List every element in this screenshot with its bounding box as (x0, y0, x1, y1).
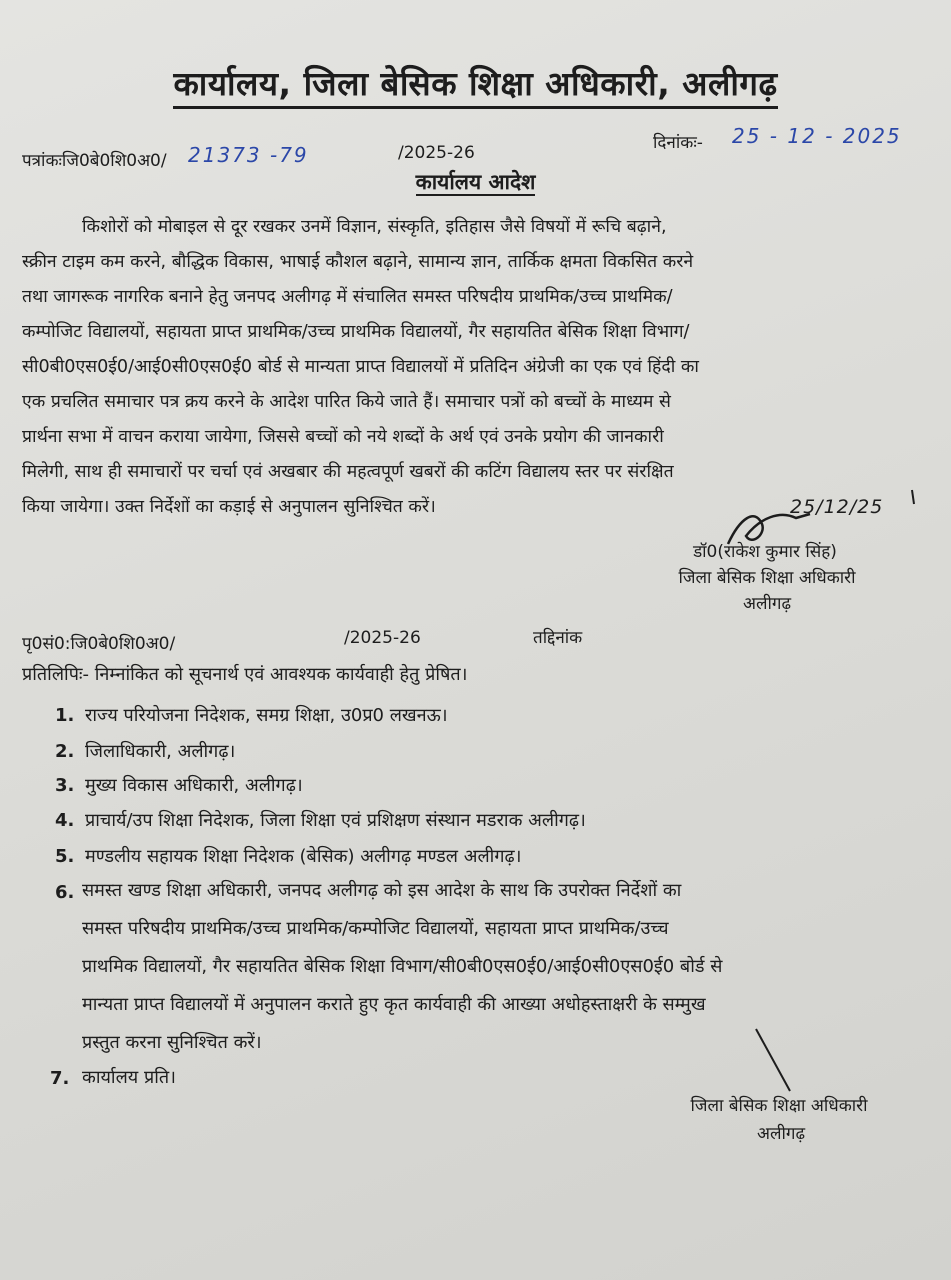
list-number: 4. (55, 810, 75, 831)
order-line: स्क्रीन टाइम कम करने, बौद्धिक विकास, भाषाई कौशल बढ़ाने, सामान्य ज्ञान, तार्किक क्षमता विकसित करने (22, 252, 694, 272)
signature-date: 25/12/25 (790, 496, 884, 518)
list-number: 6. (55, 882, 75, 903)
list-item-line: प्रस्तुत करना सुनिश्चित करें। (82, 1032, 262, 1053)
order-line: तथा जागरूक नागरिक बनाने हेतु जनपद अलीगढ़ में संचालित समस्त परिषदीय प्राथमिक/उच्च प्राथमिक/ (22, 287, 673, 307)
endorsement-date: तद्दिनांक (533, 628, 583, 648)
signatory-place: अलीगढ़ (742, 594, 792, 614)
order-body (22, 210, 858, 525)
list-item-line: मान्यता प्राप्त विद्यालयों में अनुपालन कराते हुए कृत कार्यवाही की आख्या अधोहस्ताक्षरी के सम्मुख (82, 994, 706, 1015)
office-title: कार्यालय, जिला बेसिक शिक्षा अधिकारी, अलीगढ़ (0, 60, 951, 105)
list-item: मुख्य विकास अधिकारी, अलीगढ़। (85, 775, 303, 796)
endorsement-year: /2025-26 (344, 628, 421, 648)
footer-designation: जिला बेसिक शिक्षा अधिकारी (690, 1096, 868, 1116)
list-item: मण्डलीय सहायक शिक्षा निदेशक (बेसिक) अलीगढ़ मण्डल अलीगढ़। (85, 846, 522, 867)
ref-number-handwritten: 21373 -79 (188, 143, 309, 167)
list-item: राज्य परियोजना निदेशक, समग्र शिक्षा, उ0प्र0 लखनऊ। (85, 705, 448, 726)
list-number: 7. (50, 1068, 70, 1089)
endorsement-ref-label: पृ0सं0:जि0बे0शि0अ0/ (22, 634, 176, 654)
signatory-designation: जिला बेसिक शिक्षा अधिकारी (678, 568, 856, 588)
order-line: एक प्रचलित समाचार पत्र क्रय करने के आदेश पारित किये जाते हैं। समाचार पत्रों को बच्चों के माध्यम से (22, 392, 671, 412)
order-heading: कार्यालय आदेश (415, 170, 536, 194)
list-item-line: प्राथमिक विद्यालयों, गैर सहायतित बेसिक शिक्षा विभाग/सी0बी0एस0ई0/आई0सी0एस0ई0 बोर्ड से (82, 956, 723, 977)
list-item: प्राचार्य/उप शिक्षा निदेशक, जिला शिक्षा एवं प्रशिक्षण संस्थान मडराक अलीगढ़। (85, 810, 586, 831)
order-line: मिलेगी, साथ ही समाचारों पर चर्चा एवं अखबार की महत्वपूर्ण खबरों की कटिंग विद्यालय स्तर पर संरक्षित (22, 462, 674, 482)
list-item: जिलाधिकारी, अलीगढ़। (85, 741, 236, 762)
order-line: किशोरों को मोबाइल से दूर रखकर उनमें विज्ञान, संस्कृति, इतिहास जैसे विषयों में रूचि बढ़ाने, (82, 217, 667, 237)
list-item-line: समस्त खण्ड शिक्षा अधिकारी, जनपद अलीगढ़ को इस आदेश के साथ कि उपरोक्त निर्देशों का (82, 880, 682, 901)
list-item: कार्यालय प्रति। (82, 1067, 176, 1088)
date-handwritten: 25 - 12 - 2025 (732, 124, 902, 148)
list-number: 5. (55, 846, 75, 867)
signature-stroke (750, 1025, 800, 1095)
list-number: 3. (55, 775, 75, 796)
order-line: प्रार्थना सभा में वाचन कराया जायेगा, जिससे बच्चों को नये शब्दों के अर्थ एवं उनके प्रयोग की जानकारी (22, 427, 664, 447)
signatory-name: डॉ0(राकेश कुमार सिंह) (693, 542, 837, 562)
list-number: 2. (55, 741, 75, 762)
order-line: किया जायेगा। उक्त निर्देशों का कड़ाई से अनुपालन सुनिश्चित करें। (22, 497, 436, 517)
order-line: कम्पोजिट विद्यालयों, सहायता प्राप्त प्राथमिक/उच्च प्राथमिक विद्यालयों, गैर सहायतित बेसिक शिक्षा विभाग/ (22, 322, 690, 342)
order-line: सी0बी0एस0ई0/आई0सी0एस0ई0 बोर्ड से मान्यता प्राप्त विद्यालयों में प्रतिदिन अंग्रेजी का एक एवं हिंदी का (22, 357, 699, 377)
list-item-line: समस्त परिषदीय प्राथमिक/उच्च प्राथमिक/कम्पोजिट विद्यालयों, सहायता प्राप्त प्राथमिक/उच्च (82, 918, 669, 939)
ref-year: /2025-26 (398, 143, 475, 163)
list-number: 1. (55, 705, 75, 726)
footer-place: अलीगढ़ (756, 1124, 806, 1144)
copy-intro: प्रतिलिपिः- निम्नांकित को सूचनार्थ एवं आवश्यक कार्यवाही हेतु प्रेषित। (22, 664, 468, 685)
ref-number-label: पत्रांकःजि0बे0शि0अ0/ (22, 151, 167, 171)
date-label: दिनांकः- (653, 133, 703, 153)
